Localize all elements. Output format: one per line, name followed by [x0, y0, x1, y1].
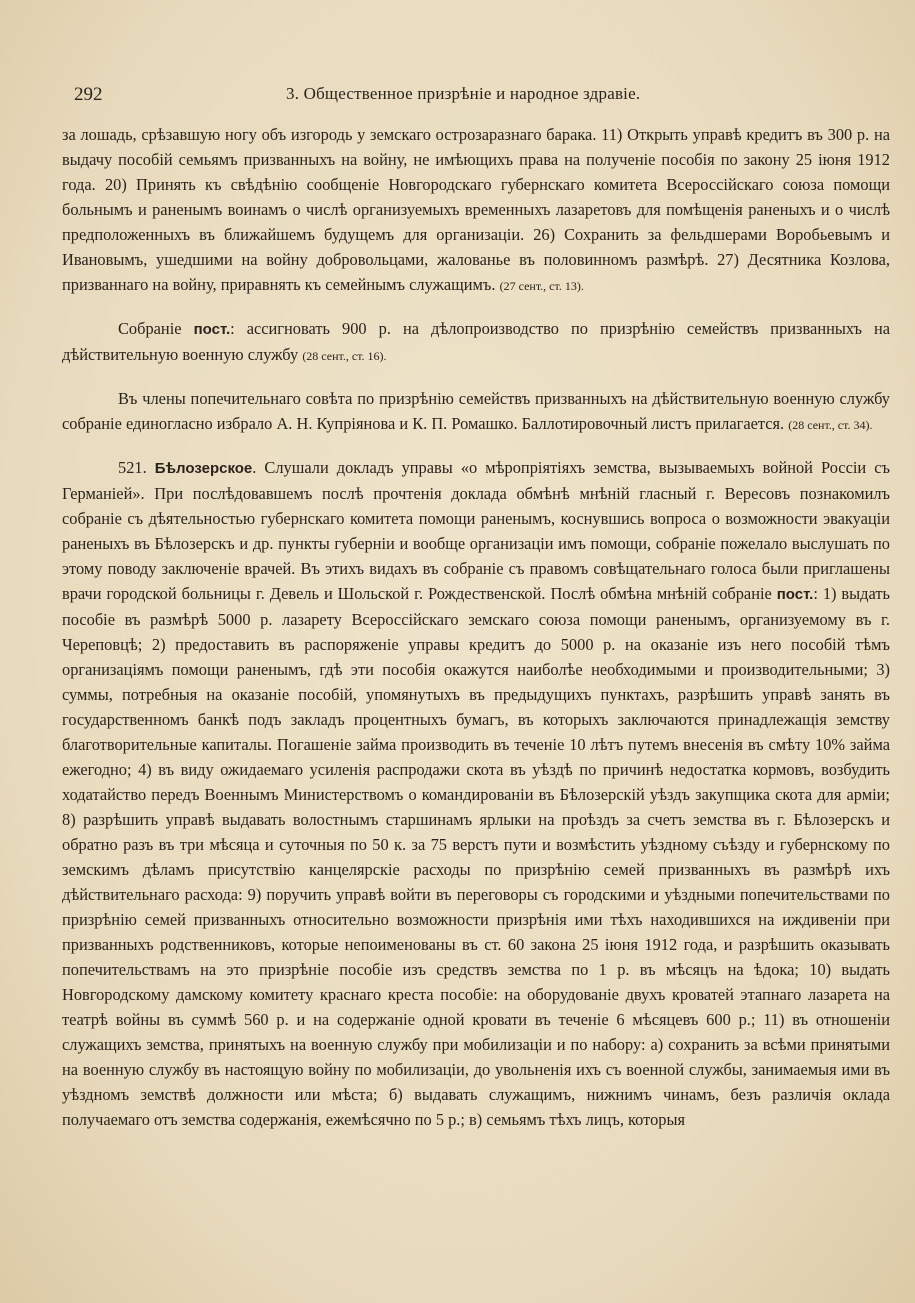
paragraph-1: [62, 122, 890, 299]
paragraph-text: Въ члены попечительнаго совѣта по призрѣнію семействъ призванныхъ на дѣйствительную военную службу собраніе единогласно избрало А. Н. Купріянова и К. П. Ромашко. Баллотировочный листъ прилагается.: [62, 389, 890, 433]
paragraph-text: : ассигновать 900 р. на дѣлопроизводство по призрѣнію семействъ призванныхъ на дѣйствительную военную службу: [62, 319, 890, 364]
citation: (28 сент., ст. 34).: [788, 418, 873, 432]
paragraph-3: [62, 386, 890, 438]
citation: (27 сент., ст. 13).: [499, 279, 584, 293]
page-header: [74, 84, 882, 108]
paragraph-2: [62, 316, 890, 369]
citation: (28 сент., ст. 16).: [302, 349, 387, 363]
running-title: 3. Общественное призрѣніе и народное здравіе.: [286, 84, 641, 103]
paragraph-text: за лошадь, срѣзавшую ногу объ изгородь у земскаго острозаразнаго барака. 11) Открыть управѣ кредитъ въ 300 р. на выдачу пособій семьямъ призванныхъ на войну, не имѣющихъ права на полученіе пособія по закону 25 іюня 1912 года. 20) Принять къ свѣдѣнію сообщеніе Новгородскаго губернскаго комитета Всероссійскаго союза помощи больнымъ и раненымъ воинамъ о числѣ организуемыхъ временныхъ лазаретовъ для помѣщенія раненыхъ и о числѣ предположенныхъ въ ближайшемъ будущемъ для организаціи. 26) Сохранить за фельдшерами Воробьевымъ и Ивановымъ, ушедшими на войну добровольцами, жалованье въ половинномъ размѣрѣ. 27) Десятника Козлова, призваннаго на войну, приравнять къ семейнымъ служащимъ.: [62, 125, 890, 294]
page-number: 292: [74, 84, 103, 105]
paragraph-text: . Слушали докладъ управы «о мѣропріятіяхъ земства, вызываемыхъ войной Россіи съ Германіей». При послѣдовавшемъ послѣ прочтенія доклада обмѣнѣ мнѣній гласный г. Вересовъ познакомилъ собраніе съ дѣятельностью губернскаго комитета помощи раненымъ, коснувшись вопроса о возможности эвакуаціи раненыхъ въ Бѣлозерскъ и др. пункты губерніи и вообще организаціи имъ помощи, собраніе пожелало выслушать по этому поводу заключеніе врачей. Въ этихъ видахъ въ собраніе съ правомъ совѣщательнаго голоса были приглашены врачи городской больницы г. Девель и Шольской г. Рождественской. Послѣ обмѣна мнѣній собраніе: [62, 458, 890, 603]
resolution-keyword: пост.: [193, 321, 231, 338]
resolution-keyword: пост.: [776, 586, 814, 603]
paragraph-lead: Собраніе: [118, 319, 182, 338]
body-text: [62, 122, 890, 1132]
section-number: 521.: [118, 458, 147, 477]
paragraph-text-continued: : 1) выдать пособіе въ размѣрѣ 5000 р. лазарету Всероссійскаго земскаго союза помощи раненымъ, организуемому въ г. Череповцѣ; 2) предоставить въ распоряженіе управы кредитъ до 5000 р. на оказаніе изъ него пособій тѣмъ организаціямъ помощи раненымъ, гдѣ эти пособія окажутся наиболѣе необходимыми и производительными; 3) суммы, потребныя на оказаніе пособій, упомянутыхъ въ предыдущихъ пунктахъ, разрѣшить управѣ занять въ государственномъ банкѣ подъ закладъ процентныхъ бумагъ, въ которыхъ заключаются принадлежащія земству благотворительные капиталы. Погашеніе займа производить въ теченіе 10 лѣтъ путемъ внесенія въ смѣту 10% займа ежегодно; 4) въ виду ожидаемаго усиленія распродажи скота въ уѣздѣ по причинѣ недостатка кормовъ, возбудить ходатайство передъ Военнымъ Министерствомъ о командированіи въ Бѣлозерскій уѣздъ закупщика скота для арміи; 8) разрѣшить управѣ выдавать волостнымъ старшинамъ ярлыки на проѣздъ за счетъ земства въ г. Бѣлозерскъ и обратно разъ въ три мѣсяца и суточныя по 50 к. за 75 верстъ пути и возмѣстить уѣздному съѣзду и губернскому по земскимъ дѣламъ присутствію канцелярскіе расходы по призрѣнію семей призванныхъ въ размѣрѣ ихъ дѣйствительнаго расхода: 9) поручить управѣ войти въ переговоры съ городскими и уѣздными попечительствами по призрѣнію семей призванныхъ относительно возможности призрѣнія ими тѣхъ находившихся на иждивеніи при призванныхъ родственниковъ, которые непоименованы въ ст. 60 закона 25 іюня 1912 года, и разрѣшить оказывать попечительствамъ на это призрѣніе пособіе изъ средствъ земства по 1 р. въ мѣсяцъ на ѣдока; 10) выдать Новгородскому дамскому комитету краснаго креста пособіе: на оборудованіе двухъ кроватей этапнаго лазарета на театрѣ войны въ суммѣ 560 р. и на содержаніе одной кровати въ теченіе 6 мѣсяцевъ 600 р.; 11) въ отношеніи служащихъ земства, принятыхъ на военную службу при мобилизаціи и по набору: а) сохранить за всѣми принятыми на военную службу въ настоящую войну по мобилизаціи, до увольненія ихъ съ военной службы, занимаемыя ими въ уѣздномъ земствѣ должности или мѣста; б) выдавать служащимъ, нижнимъ чинамъ, безъ различія оклада получаемаго отъ земства содержанія, ежемѣсячно по 5 р.; в) семьямъ тѣхъ лицъ, которыя: [62, 584, 890, 1129]
paragraph-4: [62, 455, 890, 1132]
section-heading: Бѣлозерское: [154, 460, 253, 477]
